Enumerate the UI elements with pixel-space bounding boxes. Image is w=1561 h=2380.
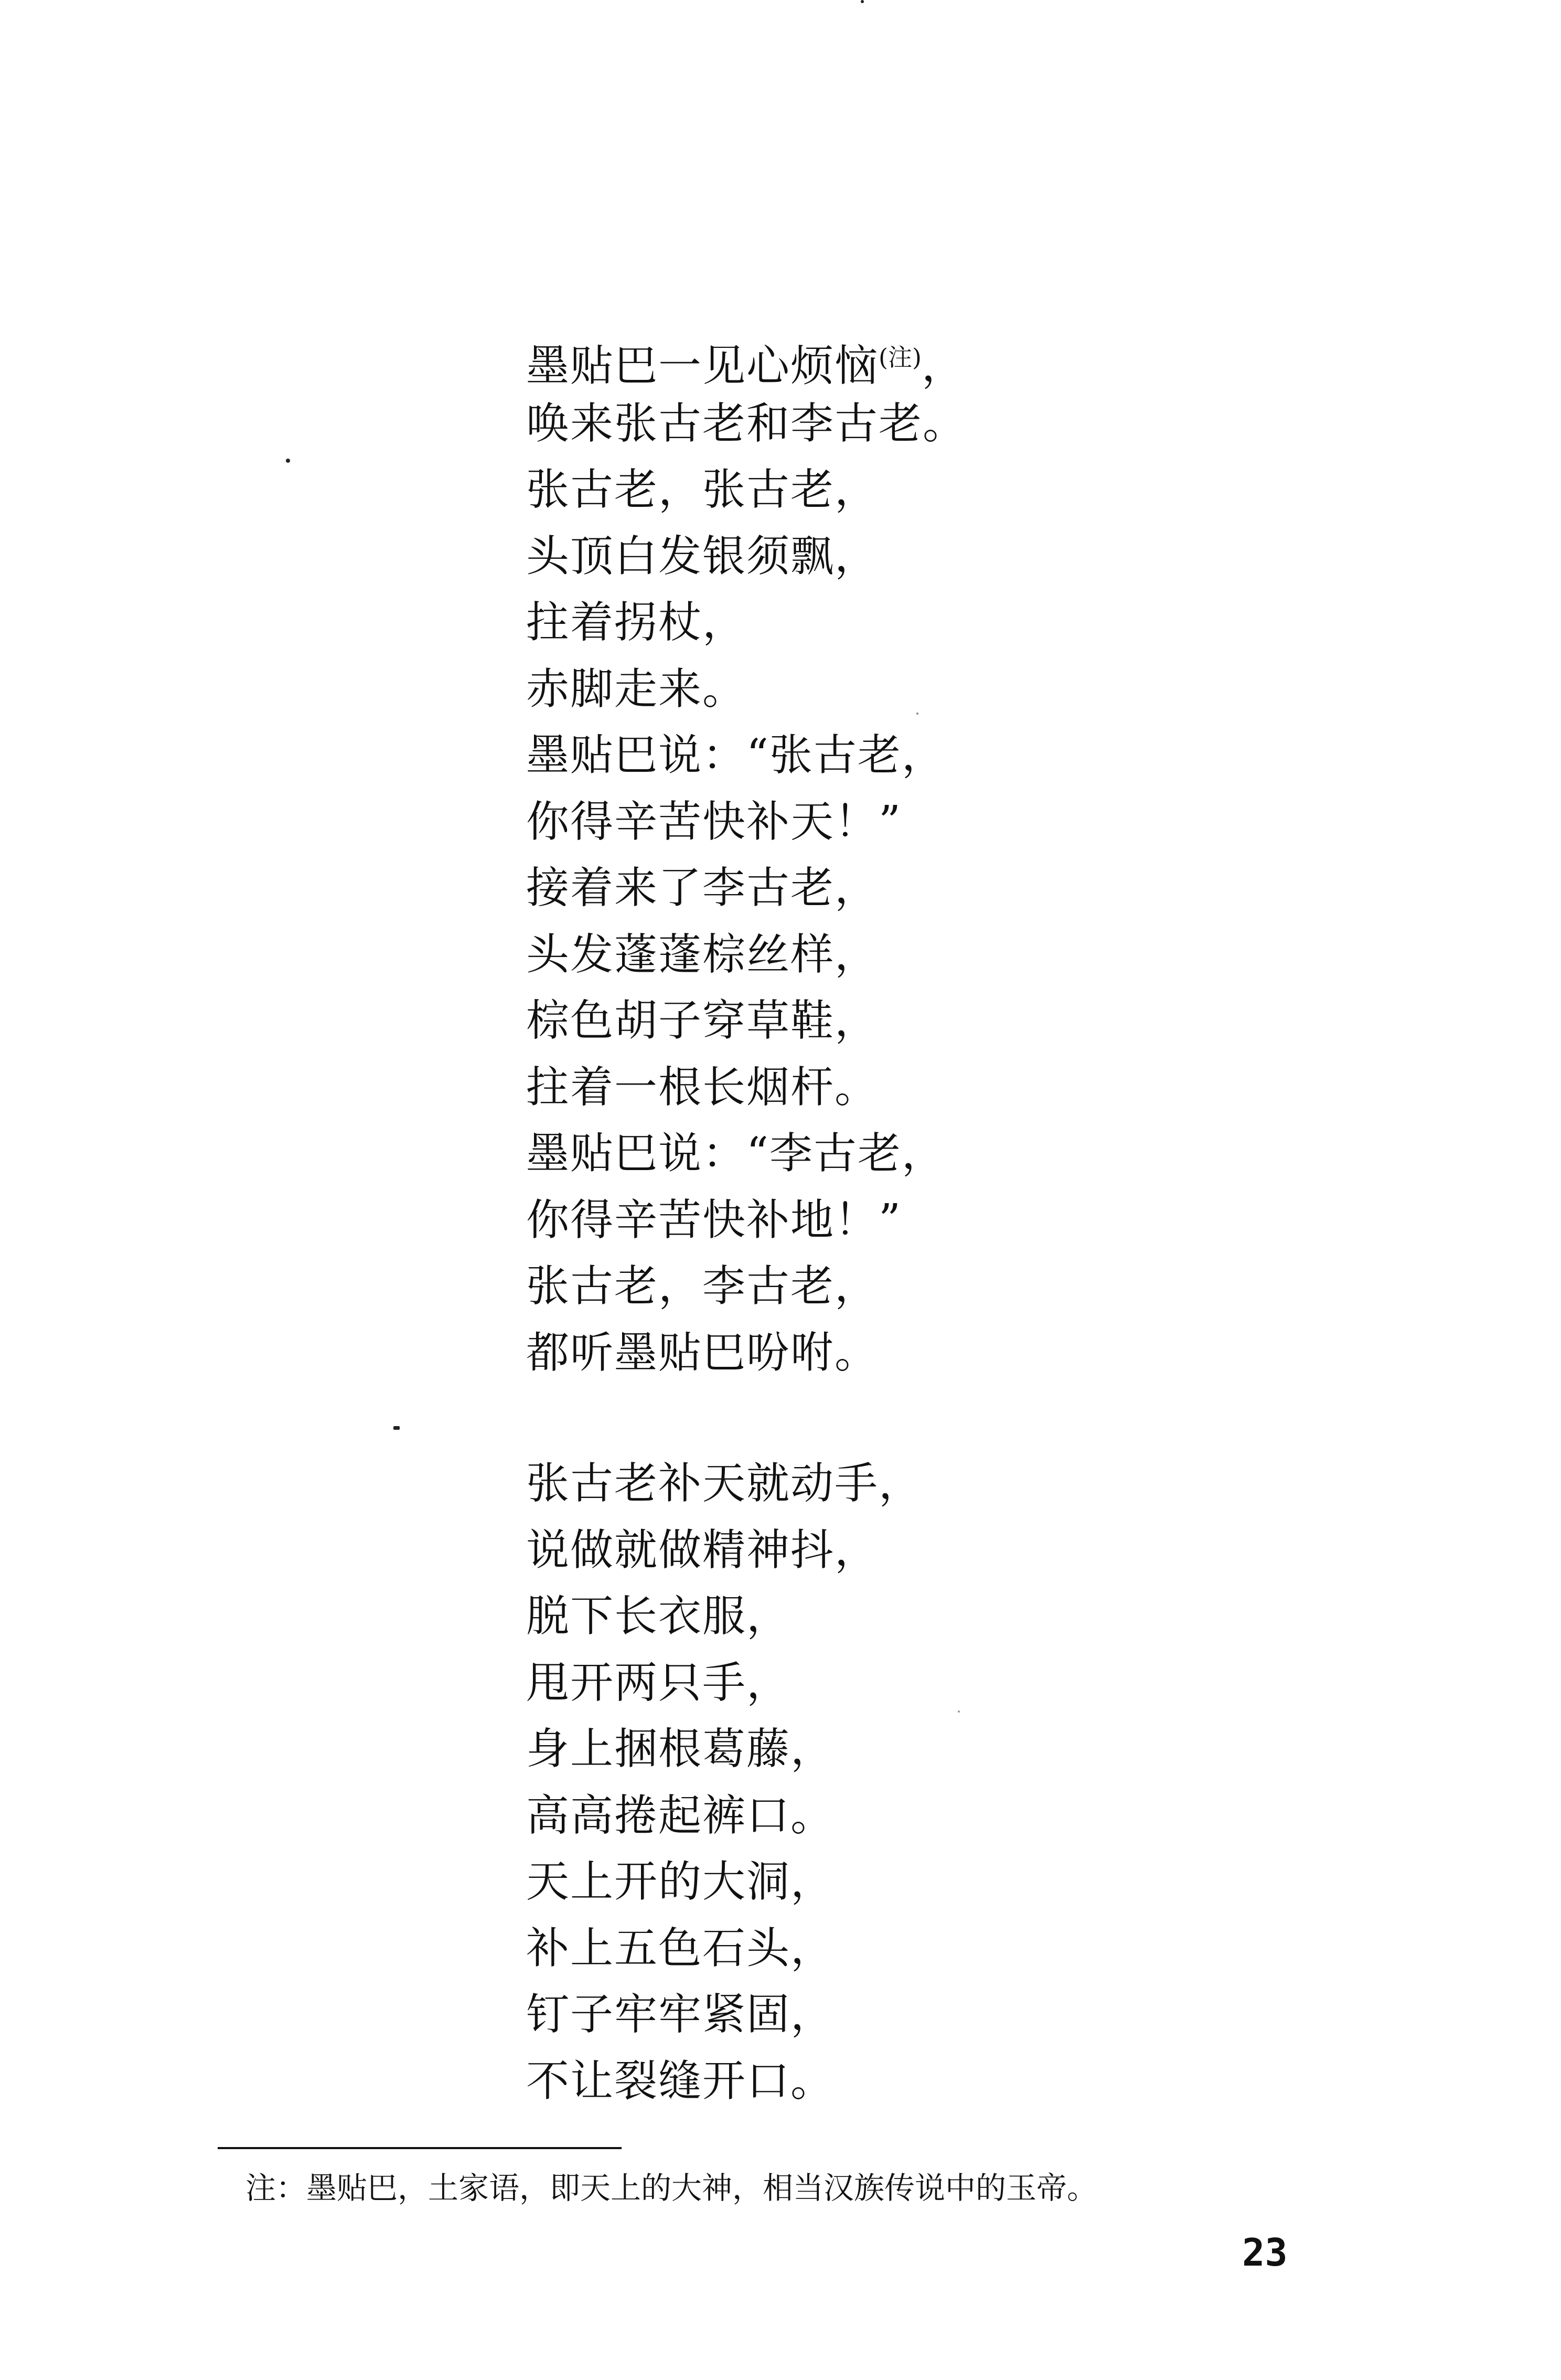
poem-line: 张古老，李古老， xyxy=(526,1261,879,1311)
footnote-reference: (注) xyxy=(879,343,922,371)
poem-line: 说做就做精神抖， xyxy=(526,1525,879,1575)
print-speck xyxy=(286,459,290,463)
poem-line: 头顶白发银须飘， xyxy=(526,531,879,581)
poem-line: 赤脚走来。 xyxy=(526,664,747,714)
poem-line: 墨贴巴说：“张古老， xyxy=(526,730,946,780)
poem xyxy=(526,324,1365,2115)
poem-line: 墨贴巴说：“李古老， xyxy=(526,1129,946,1178)
poem-line-text: 墨贴巴一见心烦恼 xyxy=(526,341,879,391)
stanza-1 xyxy=(526,324,1365,1386)
poem-line xyxy=(526,324,1365,391)
stanza-2 xyxy=(526,1451,1365,2115)
print-speck xyxy=(916,713,918,715)
poem-line: 脱下长衣服， xyxy=(526,1591,791,1641)
poem-line: 你得辛苦快补地！” xyxy=(526,1195,902,1245)
poem-line: 高高捲起裤口。 xyxy=(526,1790,835,1841)
print-speck xyxy=(861,0,864,3)
poem-line: 天上开的大洞， xyxy=(526,1857,835,1907)
page-number: 23 xyxy=(1242,2230,1288,2275)
poem-line: 棕色胡子穿草鞋， xyxy=(526,996,879,1046)
poem-line: 张古老，张古老， xyxy=(526,465,879,515)
poem-line: 钉子牢牢紧固， xyxy=(526,1990,835,2039)
footnote-divider xyxy=(218,2147,622,2149)
poem-line: 拄着拐杖， xyxy=(526,598,747,647)
poem-line: 唤来张古老和李古老。 xyxy=(526,398,967,449)
poem-line: 不让裂缝开口。 xyxy=(526,2056,835,2106)
poem-line-punctuation: ， xyxy=(921,341,966,391)
poem-line: 头发蓬蓬棕丝样， xyxy=(526,929,879,980)
poem-line: 身上捆根葛藤， xyxy=(526,1724,835,1774)
print-speck xyxy=(958,1710,960,1713)
footnote: 注：墨贴巴，土家语，即天上的大神，相当汉族传说中的玉帝。 xyxy=(245,2170,1098,2206)
poem-line: 补上五色石头， xyxy=(526,1923,835,1973)
print-speck xyxy=(393,1426,400,1430)
poem-line: 拄着一根长烟杆。 xyxy=(526,1062,879,1112)
poem-line: 接着来了李古老， xyxy=(526,863,879,913)
poem-line: 都听墨贴巴吩咐。 xyxy=(526,1327,879,1378)
poem-line: 张古老补天就动手， xyxy=(526,1459,923,1508)
poem-line: 甩开两只手， xyxy=(526,1658,791,1708)
poem-line: 你得辛苦快补天！” xyxy=(526,796,902,847)
